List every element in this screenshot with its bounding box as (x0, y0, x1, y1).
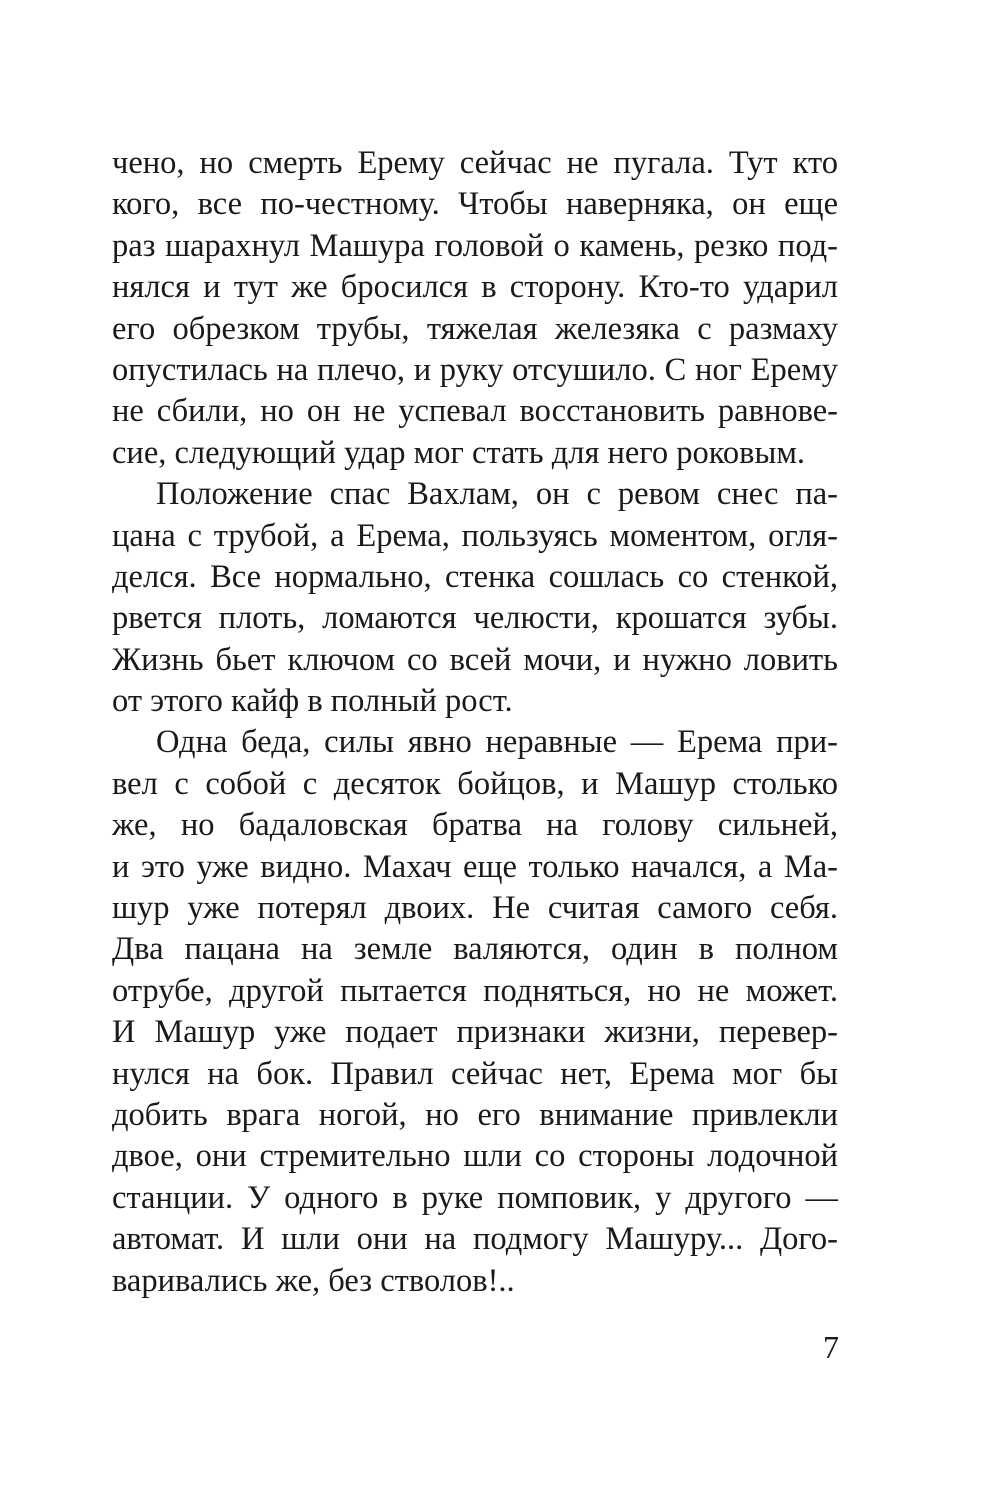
text-line: и это уже видно. Махач еще только начался, а Ма- (112, 848, 838, 885)
text-line: раз шарахнул Машура головой о камень, резко под- (112, 227, 838, 264)
text-line: нялся и тут же бросился в сторону. Кто-то ударил (112, 269, 838, 306)
text-line: чено, но смерть Ерему сейчас не пугала. Тут кто (112, 145, 838, 181)
text-line: станции. У одного в руке помповик, у другого — (112, 1179, 838, 1216)
text-line: от этого кайф в полный рост. (112, 683, 513, 720)
text-line: вел с собой с десяток бойцов, и Машур столько (112, 765, 838, 802)
text-line: отрубе, другой пытается подняться, но не может. (112, 972, 838, 1009)
text-line: Два пацана на земле валяются, один в полном (112, 931, 838, 968)
text-line: Жизнь бьет ключом со всей мочи, и нужно ловить (112, 641, 838, 678)
text-line: рвется плоть, ломаются челюсти, крошатся зубы. (112, 600, 838, 637)
text-line: нулся на бок. Правил сейчас нет, Ерема мог бы (112, 1055, 838, 1092)
text-line: двое, они стремительно шли со стороны лодочной (112, 1138, 838, 1175)
text-line: шур уже потерял двоих. Не считая самого себя. (112, 890, 838, 927)
text-line: опустилась на плечо, и руку отсушило. С ног Ерему (112, 351, 838, 388)
text-line: сие, следующий удар мог стать для него роковым. (112, 434, 806, 471)
text-line: не сбили, но он не успевал восстановить равнове- (112, 393, 838, 430)
paragraph-3 (112, 722, 838, 1301)
page-number: 7 (823, 1329, 839, 1365)
text-line: кого, все по-честному. Чтобы наверняка, он еще (112, 186, 838, 223)
text-line: Положение спас Вахлам, он с ревом снес па- (156, 476, 838, 513)
text-line: автомат. И шли они на подмогу Машуру... Дого- (112, 1221, 838, 1258)
text-line: делся. Все нормально, стенка сошлась со стенкой, (112, 558, 838, 595)
text-line: Одна беда, силы явно неравные — Ерема при- (156, 724, 838, 761)
text-line: цана с трубой, а Ерема, пользуясь моментом, огля- (112, 517, 838, 554)
text-line: добить врага ногой, но его внимание привлекли (112, 1096, 838, 1133)
text-line: же, но бадаловская братва на голову сильней, (112, 807, 838, 844)
text-line: И Машур уже подает признаки жизни, перевер- (112, 1014, 838, 1051)
body-text (112, 143, 838, 1302)
text-line: варивались же, без стволов!.. (112, 1262, 515, 1299)
paragraph-2 (112, 474, 838, 722)
text-line: его обрезком трубы, тяжелая железяка с размаху (112, 310, 838, 347)
paragraph-1 (112, 143, 838, 474)
